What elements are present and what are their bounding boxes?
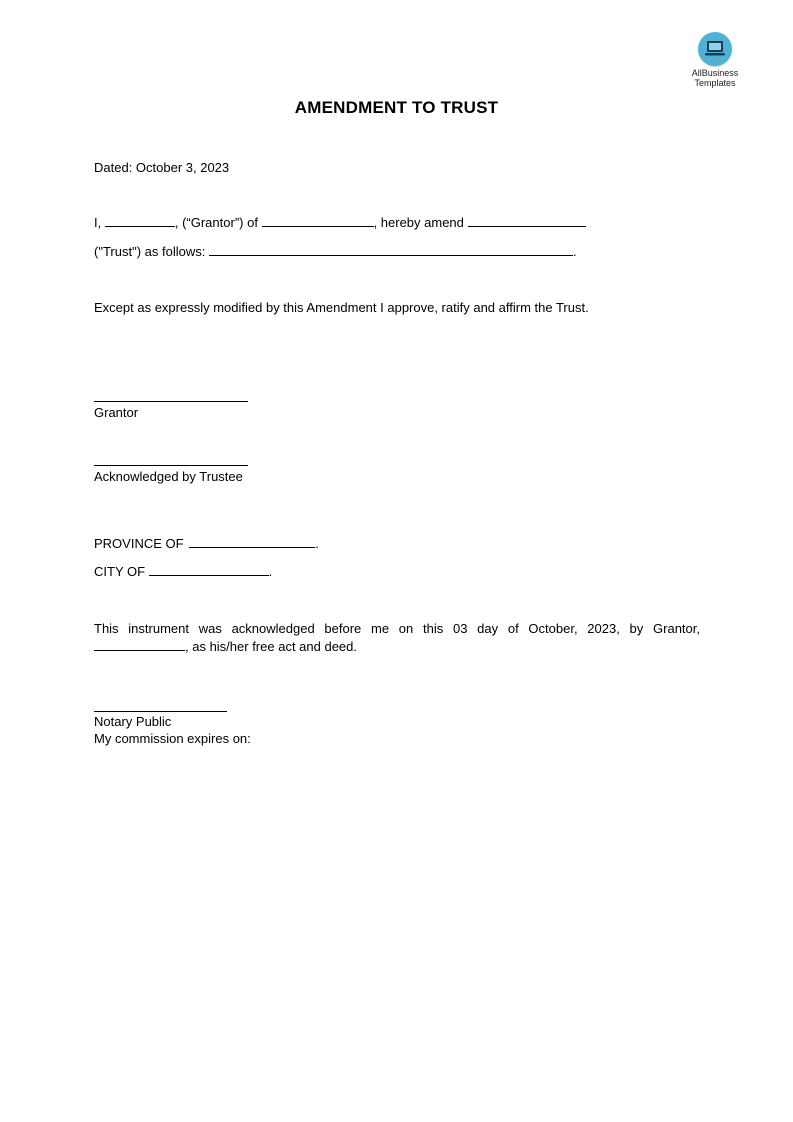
acknowledgement-line-2: , as his/her free act and deed. xyxy=(94,637,700,655)
except-clause: Except as expressly modified by this Amendment I approve, ratify and affirm the Trust. xyxy=(94,300,589,315)
grantor-ack-blank xyxy=(94,637,185,651)
trust-name-blank xyxy=(468,213,586,227)
amendment-details-blank xyxy=(209,242,573,256)
grantor-signature-line xyxy=(94,401,248,402)
laptop-icon xyxy=(698,32,732,66)
notary-signature-line xyxy=(94,711,227,712)
grantor-line: I, , (“Grantor”) of , hereby amend xyxy=(94,213,586,232)
company-logo xyxy=(680,32,750,88)
trust-line: ("Trust") as follows: . xyxy=(94,244,577,259)
province-blank xyxy=(189,534,315,548)
trustee-label: Acknowledged by Trustee xyxy=(94,469,243,484)
trustee-signature-line xyxy=(94,465,248,466)
city-line: CITY OF . xyxy=(94,564,273,579)
acknowledgement-line-1: This instrument was acknowledged before me on this 03 day of October, 2023, by Grantor, xyxy=(94,621,700,636)
grantor-name-blank xyxy=(105,213,175,227)
acknowledgement-paragraph xyxy=(94,620,700,655)
document-title: AMENDMENT TO TRUST xyxy=(294,98,499,117)
logo-text: AllBusiness Templates xyxy=(691,68,739,88)
notary-label: Notary Public xyxy=(94,714,172,729)
grantor-label: Grantor xyxy=(94,405,139,420)
dated-line: Dated: October 3, 2023 xyxy=(94,160,230,175)
city-blank xyxy=(149,562,269,576)
province-line: PROVINCE OF . xyxy=(94,536,319,551)
commission-label: My commission expires on: xyxy=(94,731,251,746)
grantor-location-blank xyxy=(262,213,374,227)
